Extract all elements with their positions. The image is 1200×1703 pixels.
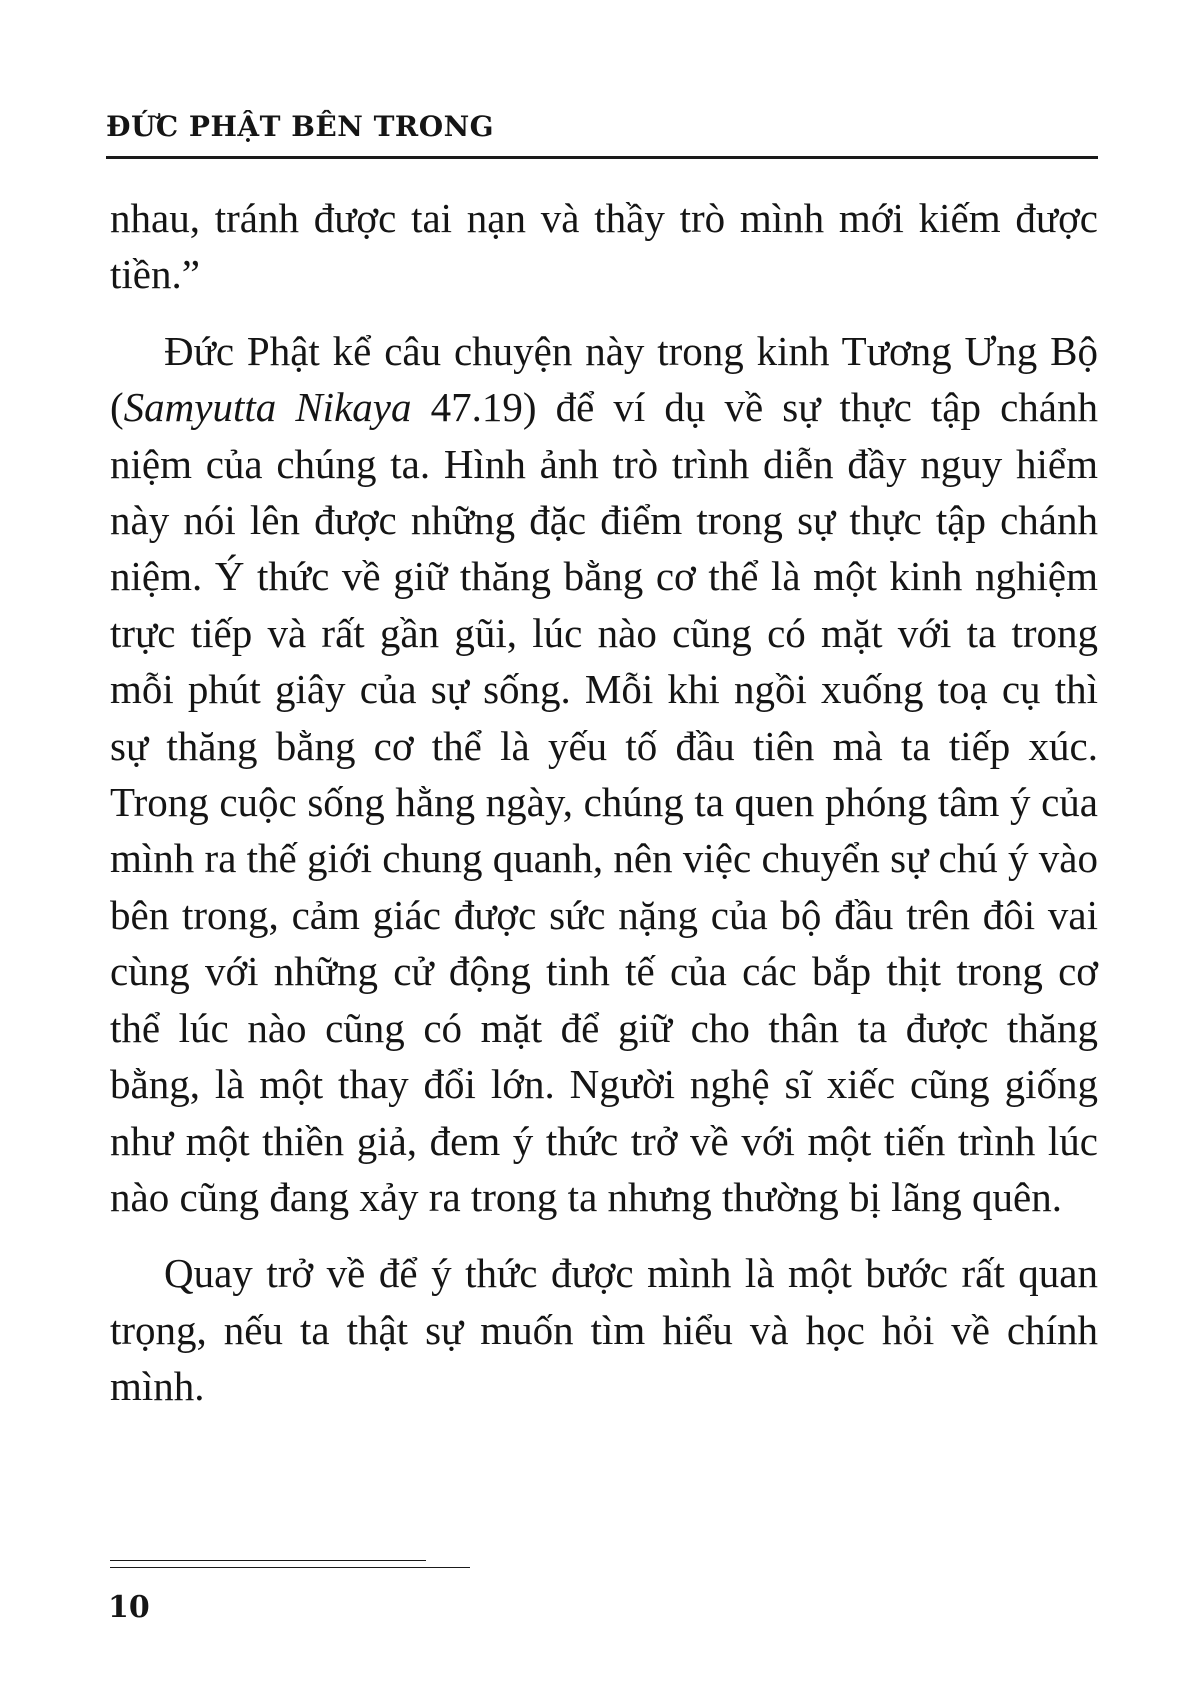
- page-number: 10: [108, 1590, 150, 1625]
- body-text: [110, 190, 1098, 1415]
- paragraph-closing: Quay trở về để ý thức được mình là một bước rất quan trọng, nếu ta thật sự muốn tìm hiểu và học hỏi về chính mình.: [110, 1250, 1098, 1410]
- paragraph-main: [110, 323, 1098, 1226]
- footer-rule: [110, 1560, 426, 1561]
- paragraph-continued: nhau, tránh được tai nạn và thầy trò mình mới kiếm được tiền.”: [110, 195, 1098, 298]
- footer-rule-second: [110, 1567, 470, 1568]
- sutra-title-italic: Samyutta Nikaya: [123, 384, 412, 431]
- paragraph-main-text-start: Đức Phật kể câu chuyện này trong kinh Tương Ưng Bộ (: [110, 327, 1098, 431]
- header-rule: [106, 156, 1098, 159]
- paragraph-main-text-rest: 47.19) để ví dụ về sự thực tập chánh niệm của chúng ta. Hình ảnh trò trình diễn đầy nguy hiểm này nói lên được những đặc điểm trong sự thực tập chánh niệm. Ý thức về giữ thăng bằng cơ thể là một kinh nghiệm trực tiếp và rất gần gũi, lúc nào cũng có mặt với ta trong mỗi phút giây của sự sống. Mỗi khi ngồi xuống toạ cụ thì sự thăng bằng cơ thể là yếu tố đầu tiên mà ta tiếp xúc. Trong cuộc sống hằng ngày, chúng ta quen phóng tâm ý của mình ra thế giới chung quanh, nên việc chuyển sự chú ý vào bên trong, cảm giác được sức nặng của bộ đầu trên đôi vai cùng với những cử động tinh tế của các bắp thịt trong cơ thể lúc nào cũng có mặt để giữ cho thân ta được thăng bằng, là một thay đổi lớn. Người nghệ sĩ xiếc cũng giống như một thiền giả, đem ý thức trở về với một tiến trình lúc nào cũng đang xảy ra trong ta nhưng thường bị lãng quên.: [110, 384, 1098, 1220]
- running-header-title: ĐỨC PHẬT BÊN TRONG: [106, 110, 495, 143]
